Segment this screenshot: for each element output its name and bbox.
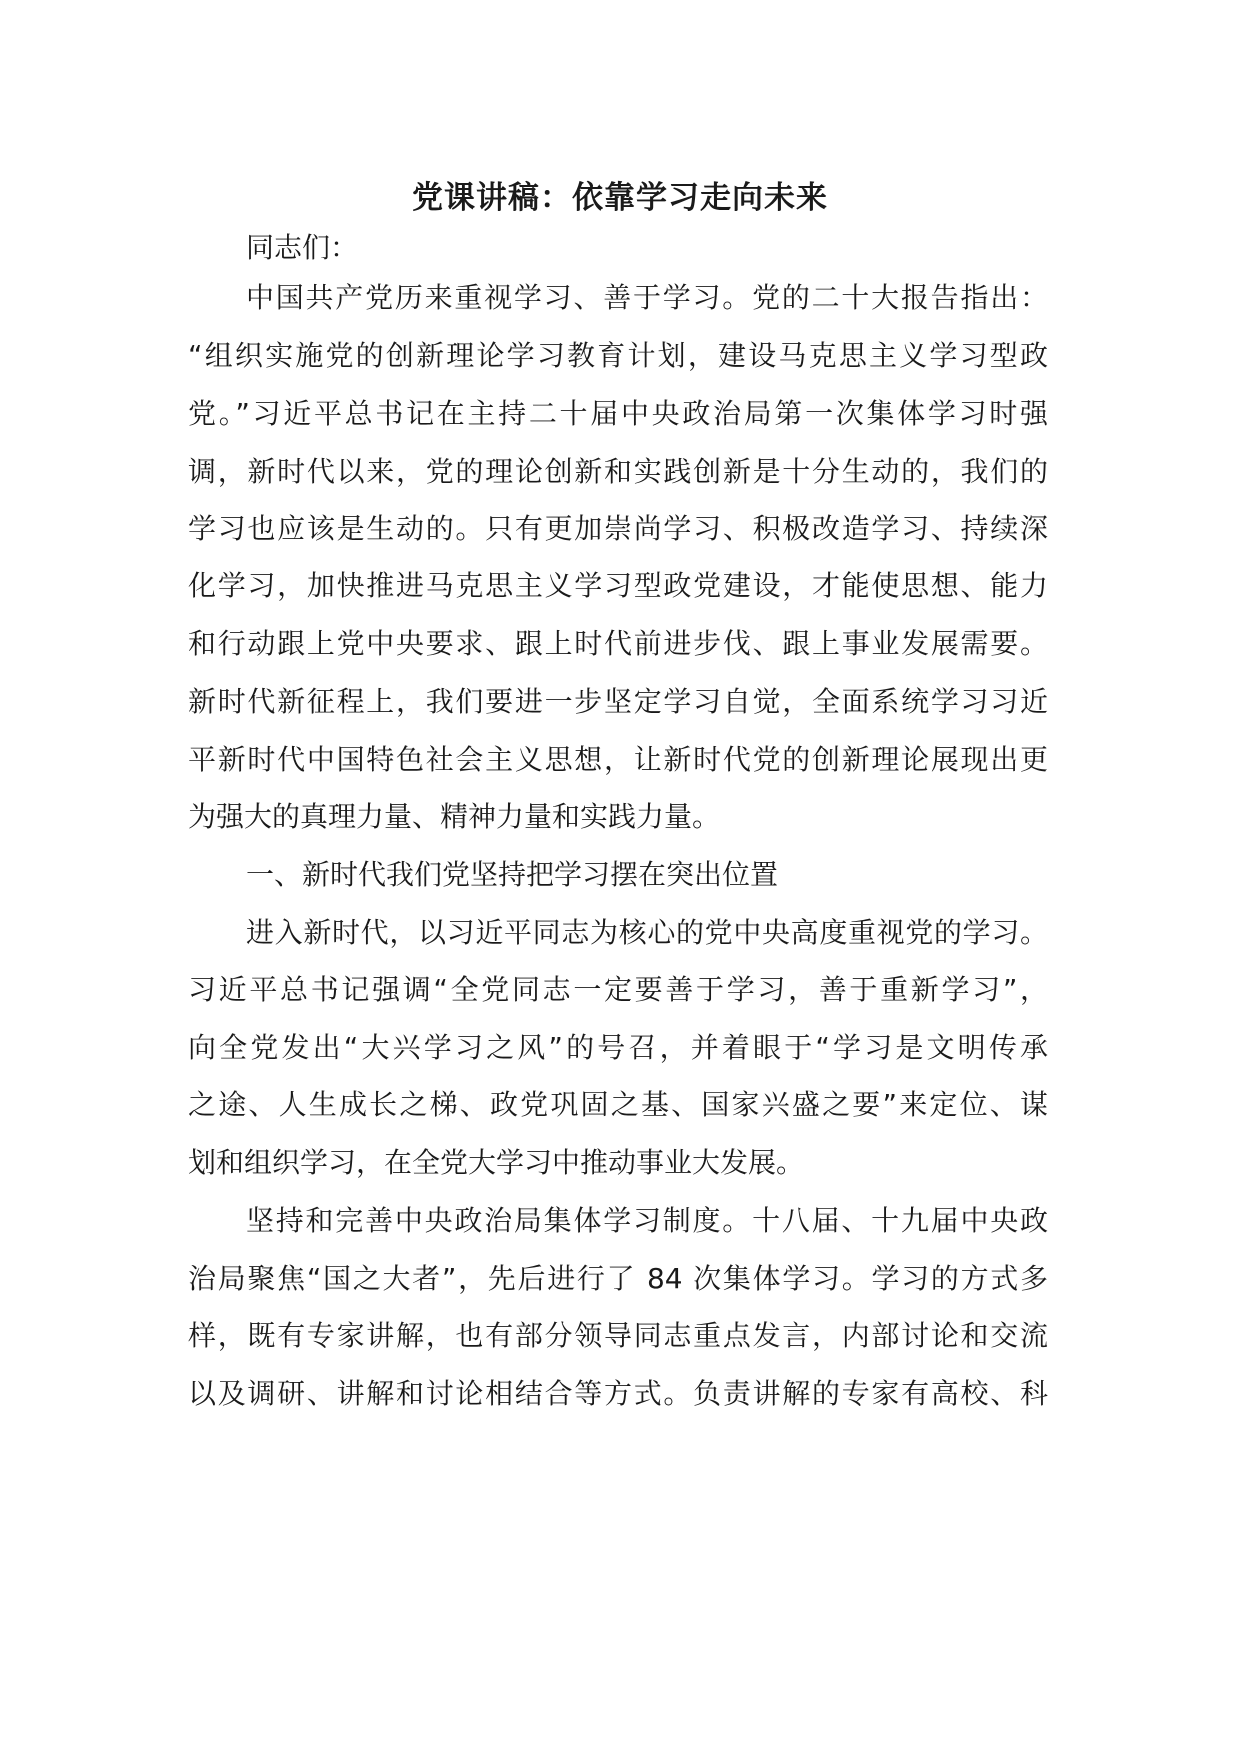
salutation: 同志们： (246, 231, 359, 264)
body-line: 学习也应该是生动的。只有更加崇尚学习、积极改造学习、持续深 (188, 512, 1048, 545)
body-line: 党。”习近平总书记在主持二十届中央政治局第一次集体学习时强 (188, 397, 1048, 430)
body-line: 新时代新征程上，我们要进一步坚定学习自觉，全面系统学习习近 (188, 685, 1048, 718)
body-line: 划和组织学习，在全党大学习中推动事业大发展。 (188, 1146, 805, 1179)
body-line: 样，既有专家讲解，也有部分领导同志重点发言，内部讨论和交流 (188, 1319, 1048, 1352)
body-line: 中国共产党历来重视学习、善于学习。党的二十大报告指出： (246, 281, 1048, 314)
body-line: 之途、人生成长之梯、政党巩固之基、国家兴盛之要”来定位、谋 (188, 1088, 1048, 1121)
body-line: 向全党发出“大兴学习之风”的号召，并着眼于“学习是文明传承 (188, 1031, 1048, 1064)
body-line: 调，新时代以来，党的理论创新和实践创新是十分生动的，我们的 (188, 455, 1048, 488)
body-line: 习近平总书记强调“全党同志一定要善于学习，善于重新学习”， (188, 973, 1048, 1006)
body-line: “组织实施党的创新理论学习教育计划，建设马克思主义学习型政 (188, 339, 1048, 372)
body-line: 和行动跟上党中央要求、跟上时代前进步伐、跟上事业发展需要。 (188, 627, 1048, 660)
body-line: 进入新时代，以习近平同志为核心的党中央高度重视党的学习。 (246, 916, 1048, 949)
body-line: 平新时代中国特色社会主义思想，让新时代党的创新理论展现出更 (188, 743, 1048, 776)
body-line: 坚持和完善中央政治局集体学习制度。十八届、十九届中央政 (246, 1204, 1048, 1237)
body-line: 以及调研、讲解和讨论相结合等方式。负责讲解的专家有高校、科 (188, 1377, 1048, 1410)
document-title: 党课讲稿：依靠学习走向未来 (412, 180, 828, 216)
body-line: 为强大的真理力量、精神力量和实践力量。 (188, 800, 721, 833)
body-line: 治局聚焦“国之大者”，先后进行了 84 次集体学习。学习的方式多 (188, 1262, 1048, 1295)
section-heading: 一、新时代我们党坚持把学习摆在突出位置 (246, 858, 779, 891)
body-line: 化学习，加快推进马克思主义学习型政党建设，才能使思想、能力 (188, 569, 1048, 602)
